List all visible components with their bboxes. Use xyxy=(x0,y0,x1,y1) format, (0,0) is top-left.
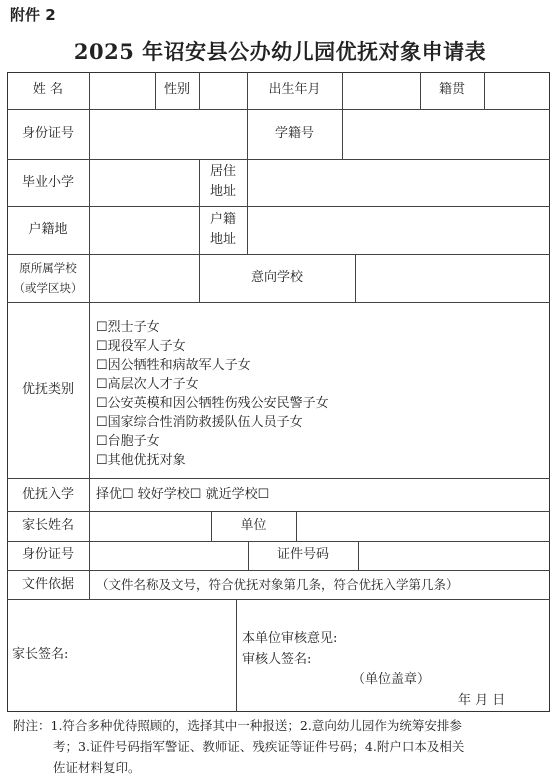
footnote-line-2: 考；3.证件号码指军警证、教师证、残疾证等证件号码；4.附户口本及相关 xyxy=(53,739,465,754)
reviewer-signature-label: 审核人签名: xyxy=(242,652,312,667)
household-address-label: 户籍 xyxy=(209,212,236,227)
option-taiwan-compatriot-children[interactable]: ☐台胞子女 xyxy=(96,434,160,449)
document-basis-label: 文件依据 xyxy=(21,577,74,592)
parent-unit-label: 单位 xyxy=(240,518,267,533)
review-date-label: 年 月 日 xyxy=(458,693,506,708)
parent-id-card-label: 身份证号 xyxy=(21,547,74,562)
household-place-label: 户籍地 xyxy=(28,222,68,237)
form-footnote xyxy=(13,715,543,778)
student-number-label: 学籍号 xyxy=(274,126,314,141)
option-martyr-children[interactable]: ☐烈士子女 xyxy=(96,320,160,335)
option-fire-rescue-children[interactable]: ☐国家综合性消防救援队伍人员子女 xyxy=(96,415,303,430)
option-active-military-children[interactable]: ☐现役军人子女 xyxy=(96,339,186,354)
birth-date-label: 出生年月 xyxy=(268,82,321,97)
primary-school-label: 毕业小学 xyxy=(21,175,74,190)
footnote-line-1: 附注：1.符合多种优待照顾的，选择其中一种报送；2.意向幼儿园作为统筹安排参 xyxy=(13,718,462,733)
review-opinion-label: 本单位审核意见: xyxy=(242,631,338,646)
category-label: 优抚类别 xyxy=(21,382,74,397)
residence-address-label-2: 地址 xyxy=(209,184,236,199)
gender-label: 性别 xyxy=(163,82,190,97)
target-school-label: 意向学校 xyxy=(250,270,303,285)
residence-address-label: 居住 xyxy=(209,164,236,179)
admission-label: 优抚入学 xyxy=(21,487,74,502)
name-label: 姓 名 xyxy=(32,82,64,97)
attachment-label: 附件 2 xyxy=(10,6,56,24)
original-school-label: 原所属学校 xyxy=(19,261,77,275)
parent-signature-label: 家长签名: xyxy=(12,647,69,662)
parent-name-label: 家长姓名 xyxy=(21,518,74,533)
household-address-label-2: 地址 xyxy=(209,232,236,247)
unit-seal-label: （单位盖章） xyxy=(352,672,431,687)
native-place-label: 籍贯 xyxy=(438,82,465,97)
option-high-level-talent-children[interactable]: ☐高层次人才子女 xyxy=(96,377,199,392)
form-title: 2025 年诏安县公办幼儿园优抚对象申请表 xyxy=(73,39,487,64)
certificate-number-label: 证件号码 xyxy=(276,547,329,562)
option-other-beneficiary[interactable]: ☐其他优抚对象 xyxy=(96,453,186,468)
option-fallen-soldier-children[interactable]: ☐因公牺牲和病故军人子女 xyxy=(96,358,251,373)
student-id-card-label: 身份证号 xyxy=(21,126,74,141)
document-basis-hint: （文件名称及文号，符合优抚对象第几条，符合优抚入学第几条） xyxy=(96,577,459,592)
footnote-line-3: 佐证材料复印。 xyxy=(53,760,141,775)
admission-options[interactable]: 择优☐ 较好学校☐ 就近学校☐ xyxy=(96,487,270,502)
original-school-label-2: （或学区块） xyxy=(13,281,83,295)
option-police-hero-children[interactable]: ☐公安英模和因公牺牲伤残公安民警子女 xyxy=(96,396,329,411)
